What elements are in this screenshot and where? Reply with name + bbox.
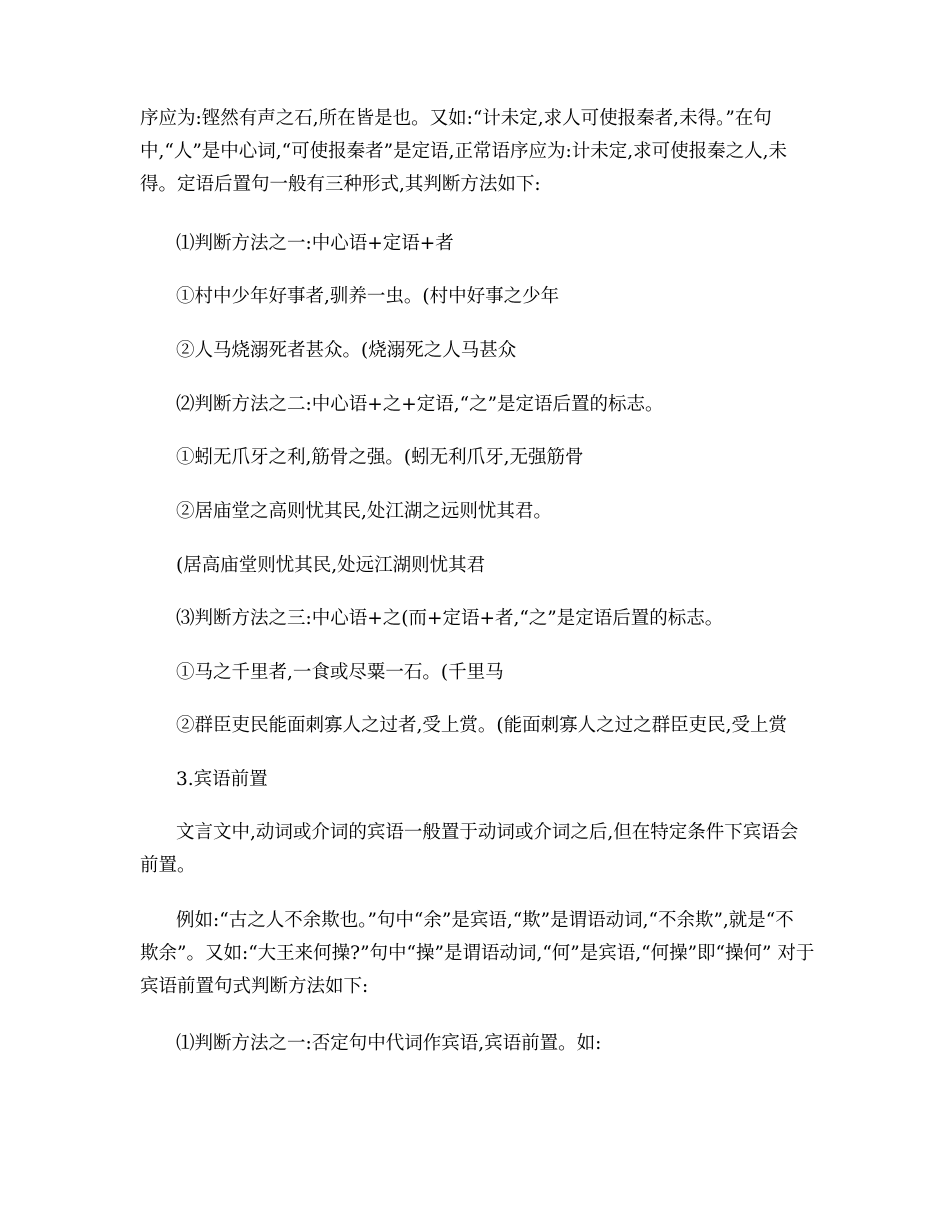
method-four-heading: ⑴判断方法之一:否定句中代词作宾语,宾语前置。如: xyxy=(176,1033,602,1054)
example-intro-paragraph xyxy=(140,904,815,1003)
intro-paragraph xyxy=(140,102,812,201)
example-paragraph: ①村中少年好事者,驯养一虫。(村中好事之少年 xyxy=(176,286,560,307)
example-paragraph: ①马之千里者,一食或尽粟一石。(千里马 xyxy=(176,662,504,683)
text-line: 例如:“古之人不余欺也。”句中“余”是宾语,“欺”是谓语动词,“不余欺”,就是“不 xyxy=(176,910,794,931)
section-heading: 3.宾语前置 xyxy=(176,769,268,790)
text-line: 得。定语后置句一般有三种形式,其判断方法如下: xyxy=(140,174,541,195)
example-paragraph: ①蚓无爪牙之利,筋骨之强。(蚓无利爪牙,无强筋骨 xyxy=(176,447,584,468)
text-line: 前置。 xyxy=(140,855,196,876)
text-line: 宾语前置句式判断方法如下: xyxy=(140,976,369,997)
method-two-heading: ⑵判断方法之二:中心语+之+定语,“之”是定语后置的标志。 xyxy=(176,394,664,415)
text-line: 欺余”。又如:“大王来何操?”句中“操”是谓语动词,“何”是宾语,“何操”即“操何” 对于 xyxy=(140,943,815,964)
text-line: 中,“人”是中心词,“可使报秦者”是定语,正常语序应为:计未定,求可使报秦之人,未 xyxy=(140,141,787,162)
text-line: 序应为:铿然有声之石,所在皆是也。又如:“计未定,求人可使报秦者,未得。”在句 xyxy=(140,108,772,129)
example-paragraph: ②人马烧溺死者甚众。(烧溺死之人马甚众 xyxy=(176,340,517,361)
text-line: 文言文中,动词或介词的宾语一般置于动词或介词之后,但在特定条件下宾语会 xyxy=(176,822,799,843)
object-intro-paragraph xyxy=(140,816,812,882)
example-paragraph: ②群臣吏民能面刺寡人之过者,受上赏。(能面刺寡人之过之群臣吏民,受上赏 xyxy=(176,715,787,736)
method-three-heading: ⑶判断方法之三:中心语+之(而+定语+者,“之”是定语后置的标志。 xyxy=(176,608,724,629)
method-one-heading: ⑴判断方法之一:中心语+定语+者 xyxy=(176,233,454,254)
example-paragraph: (居高庙堂则忧其民,处远江湖则忧其君 xyxy=(176,555,486,576)
example-paragraph: ②居庙堂之高则忧其民,处江湖之远则忧其君。 xyxy=(176,501,552,522)
